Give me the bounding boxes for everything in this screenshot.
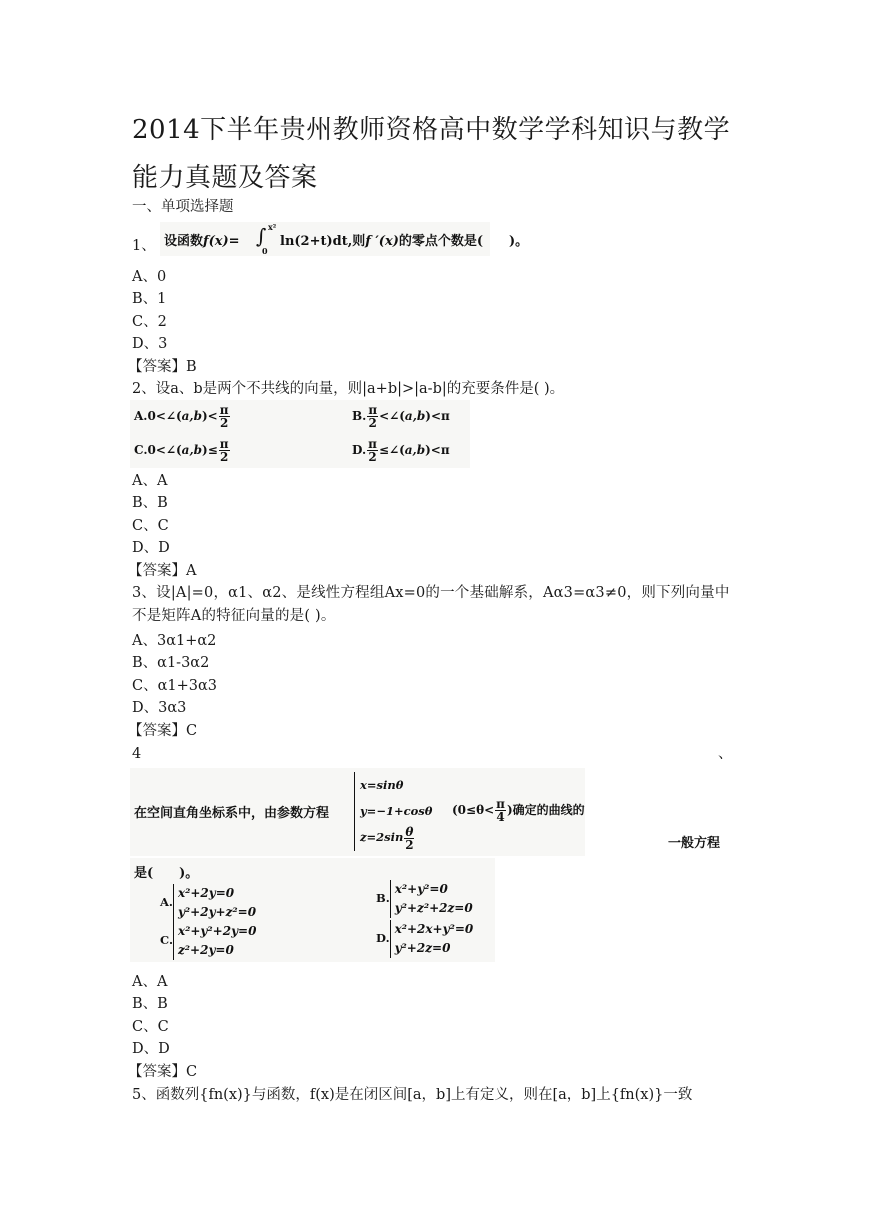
q4-separator: 、: [718, 746, 733, 762]
q1-option-a: A、0: [132, 269, 167, 285]
q3-option-d: D、3α3: [132, 700, 187, 716]
q4-img-option-b: B. x²+y²=0 y²+z²+2z=0: [376, 880, 473, 918]
q2-img-option-d: D. $\frac{\pi}{2}$ ≤∠(a,b)<π: [352, 437, 450, 464]
q1-post: 的零点个数是( )。: [398, 234, 529, 249]
q4-img-option-d: D. x²+2x+y²=0 y²+2z=0: [376, 920, 473, 958]
q4-img-lead: 是( )。: [134, 866, 199, 881]
q1-upper-limit: x²: [268, 222, 277, 232]
q2-option-d: D、D: [132, 540, 170, 556]
q1-answer: 【答案】B: [128, 359, 197, 375]
q2-stem: 2、设a、b是两个不共线的向量，则|a+b|>|a-b|的充要条件是( )。: [132, 381, 565, 397]
q4-option-a: A、A: [132, 974, 168, 990]
q4-option-c: C、C: [132, 1019, 169, 1035]
q3-option-a: A、3α1+α2: [132, 633, 217, 649]
q2-options-image: [130, 400, 470, 468]
q5-stem: 5、函数列{fn(x)}与函数，f(x)是在闭区间[a，b]上有定义，则在[a，b]上{fn(x)}一致: [132, 1087, 693, 1103]
q1-option-d: D、3: [132, 336, 168, 352]
q4-option-d: D、D: [132, 1041, 170, 1057]
q4-range: (0≤θ< $\frac{\pi}{4}$ )确定的曲线的: [452, 797, 585, 824]
q3-option-b: B、α1-3α2: [132, 655, 210, 671]
q2-option-b: B、B: [132, 495, 168, 511]
q4-stem-image: [130, 768, 585, 856]
q2-option-c: C、C: [132, 518, 169, 534]
q1-fx: f(x)=: [203, 234, 240, 249]
q1-number: 1、: [132, 238, 156, 254]
q4-answer: 【答案】C: [128, 1064, 198, 1080]
q4-options-image: [130, 858, 495, 962]
q4-img-option-c: C. x²+y²+2y=0 z²+2y=0: [160, 922, 256, 960]
q1-pre: 设函数: [164, 234, 204, 249]
q1-option-c: C、2: [132, 314, 167, 330]
q2-answer: 【答案】A: [128, 563, 197, 579]
q2-option-a: A、A: [132, 473, 168, 489]
q1-option-b: B、1: [132, 291, 167, 307]
q1-integral-sign: ∫: [256, 224, 267, 248]
q4-stem-tail: 一般方程: [668, 836, 721, 851]
q3-answer: 【答案】C: [128, 723, 198, 739]
q1-integrand: ln(2+t)dt,则: [280, 234, 366, 249]
q2-img-option-b: B. $\frac{\pi}{2}$ <∠(a,b)<π: [352, 403, 450, 430]
section-heading: 一、单项选择题: [132, 199, 234, 215]
q1-derivative: f ′(x): [365, 234, 399, 249]
document-title: 2014下半年贵州教师资格高中数学学科知识与教学能力真题及答案: [132, 115, 731, 193]
q2-img-option-a: A.0<∠(a,b)< $\frac{\pi}{2}$: [134, 403, 229, 430]
q1-formula-image: [160, 222, 529, 256]
q4-stem-pre: 在空间直角坐标系中，由参数方程: [134, 806, 330, 821]
q4-option-b: B、B: [132, 996, 168, 1012]
q4-parametric-system: x=sinθ y=−1+cosθ z=2sin $\frac{\theta}{2}$: [354, 772, 432, 851]
q2-img-option-c: C.0<∠(a,b)≤ $\frac{\pi}{2}$: [134, 437, 229, 464]
q3-stem: 3、设|A|=0，α1、α2、是线性方程组Ax=0的一个基础解系，Aα3=α3≠0，则下列向量中不是矩阵A的特征向量的是( )。: [132, 585, 730, 624]
q1-lower-limit: 0: [262, 246, 268, 256]
q4-number: 4: [132, 746, 142, 762]
q4-img-option-a: A. x²+2y=0 y²+2y+z²=0: [160, 884, 256, 922]
q3-option-c: C、α1+3α3: [132, 678, 218, 694]
